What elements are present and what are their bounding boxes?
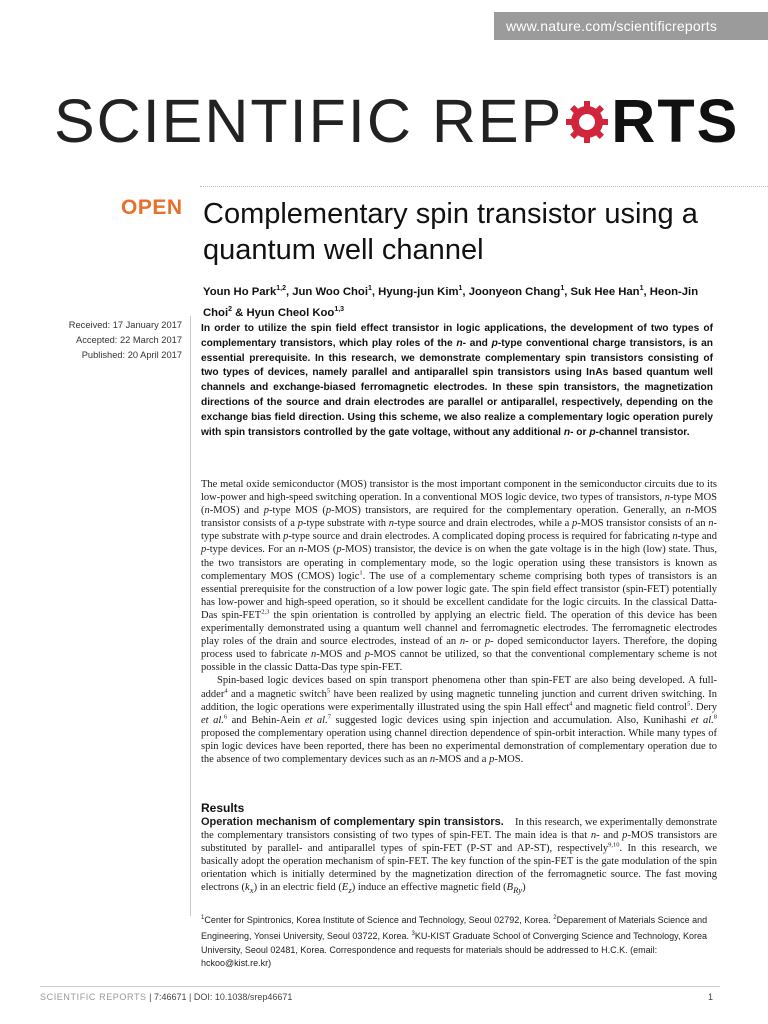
page-number: 1 [708, 992, 714, 1002]
open-access-label: OPEN [121, 196, 183, 219]
results-paragraph: In this research, we experimentally demonstrate the complementary transistors consisting of two types of spin-FET. The main idea is that n- and p-MOS transistors are substituted by parallel- and antiparallel types of spin-FET (P-ST and AP-ST), respectively$^{9,10}$. In this research, we basically adopt the operation mechanism of spin-FET. The key function of the spin-FET is the gate modulation of the spin orientation which is initially determined by the magnetization direction of the ferromagnetic source. The fast moving electrons $(k_x)$ in an electric field $(E_z)$ induce an effective magnetic field $(B_{Ry})$ [201, 817, 718, 896]
author-affiliation: 1 [560, 285, 565, 292]
author-name: Jun Woo Choi [292, 285, 368, 298]
footer-journal-name: SCIENTIFIC REPORTS [40, 992, 147, 1002]
article-title: Complementary spin transistor using a quantum well channel [203, 198, 698, 266]
journal-logo [54, 86, 739, 156]
author-affiliation: 1,3 [334, 305, 345, 313]
article-dates [40, 318, 182, 363]
author-affiliation: 1,2 [276, 285, 286, 292]
body-text [201, 478, 717, 766]
author-affiliation: 2 [228, 305, 233, 313]
author-name: Hyung-jun Kim [378, 285, 459, 298]
author-affiliation: 1 [458, 285, 463, 292]
body-paragraph-1: The metal oxide semiconductor (MOS) transistor is the most important component in the semiconductor circuits due to its low-power and high-speed switching operation. In a conventional MOS logic device, two types of transistors, n-type MOS (n-MOS) and p-type MOS (p-MOS) transistors, are required for the complementary operation. Generally, an n-MOS transistor consists of a p-type substrate with n-type source and drain electrodes, while a p-MOS transistor consists of an n-type substrate with p-type source and drain electrodes. A complicated doping process is required for fabricating n-type and p-type devices. For an n-MOS (p-MOS) transistor, the device is on when the gate voltage is in the high (low) state. Thus, the two transistors are operating in complementary mode, so the logic operation using these transistors is known as complementary MOS (CMOS) logic$^1$. The use of a complementary scheme comprising both types of transistors is an essential prerequisite for the construction of a low power logic gate. The spin field effect transistor (spin-FET) potentially has low-power and high-speed operation, so it should be excellent candidate for the logic circuits. In the classical Datta-Das spin-FET$^{2,3}$ the spin orientation is controlled by applying an electric field. The operation of this device has been experimentally demonstrated using a quantum well channel and ferromagnetic electrodes. The ferromagnetic electrodes play roles of the drain and source electrodes, instead of an n- or p- doped semiconductor layers. Therefore, the doping process used to fabricate n-MOS and p-MOS cannot be utilized, so that the conventional complementary scheme is not possible in the classic Datta-Das type spin-FET. [201, 479, 717, 674]
logo-text-2: RTS [611, 87, 740, 155]
header-divider [200, 186, 768, 187]
footer-citation [40, 992, 292, 1002]
results-subheading: Operation mechanism of complementary spin transistors. [201, 816, 504, 828]
accepted-date: Accepted: 22 March 2017 [76, 335, 182, 345]
author-list: Youn Ho Park$^{1,2}$, Jun Woo Choi$^1$, Hyung-jun Kim$^1$, Joonyeon Chang$^1$, Suk Hee Han$^1$, Heon-Jin Choi$^2$ & Hyun Cheol Koo$^{1,3}$ [203, 285, 699, 319]
body-paragraph-2: Spin-based logic devices based on spin transport phenomena other than spin-FET are also being developed. A full-adder$^4$ and a magnetic switch$^5$ have been realized by using magnetic tunneling junction and current driven switching. In addition, the logic operations were experimentally illustrated using the spin Hall effect$^4$ and magnetic field control$^5$. Dery et al.$^6$ and Behin-Aein et al.$^7$ suggested logic devices using spin injection and accumulation. Also, Kunihashi et al.$^8$ proposed the complementary operation using channel direction dependence of spin-orbit interaction. While many types of spin logic devices have been reported, there has been no experimental demonstration of complementary operation due to the absence of two complementary devices such as an n-MOS and a p-MOS. [201, 675, 718, 765]
author-name: Hyun Cheol Koo [246, 306, 335, 319]
author-name: Suk Hee Han [570, 285, 640, 298]
results-section [201, 816, 717, 898]
results-heading: Results [201, 801, 245, 815]
author-name: Youn Ho Park [203, 285, 277, 298]
author-name: Joonyeon Chang [468, 285, 561, 298]
footer-doi: | 7:46671 | DOI: 10.1038/srep46671 [146, 992, 293, 1002]
author-affiliation: 1 [367, 285, 372, 292]
logo-text-1: SCIENTIFIC REP [54, 87, 564, 155]
affiliations-footnote: $^1$Center for Spintronics, Korea Institute of Science and Technology, Seoul 02792, Korea. $^2$Deparement of Materials Science and Engineering, Yonsei University, Seoul 03722, Korea. $^3$KU-KIST Graduate School of Converging Science and Technology, Korea University, Seoul 02481, Korea. Correspondence and requests for materials should be addressed to H.C.K. (email: hckoo@kist.re.kr) [201, 915, 708, 969]
footer-divider [40, 986, 720, 987]
journal-url-tab[interactable]: www.nature.com/scientificreports [494, 12, 768, 40]
author-name: Heon-Jin Choi [203, 285, 699, 319]
column-divider [190, 316, 191, 916]
published-date: Published: 20 April 2017 [81, 350, 182, 360]
gear-icon [564, 99, 610, 145]
author-affiliation: 1 [639, 285, 644, 292]
abstract: In order to utilize the spin field effect transistor in logic applications, the development of two types of complementary transistors, which play roles of the n- and p-type conventional charge transistors, is an essential prerequisite. In this research, we demonstrate complementary spin transistors consisting of two types of devices, namely parallel and antiparallel spin transistors using InAs based quantum well channels and exchange-biased ferromagnetic electrodes. In these spin transistors, the magnetization directions of the source and drain electrodes are parallel or antiparallel, respectively, depending on the exchange bias field direction. Using this scheme, we also realize a complementary logic operation purely with spin transistors controlled by the gate voltage, without any additional n- or p-channel transistor. [201, 323, 713, 438]
received-date: Received: 17 January 2017 [68, 320, 182, 330]
